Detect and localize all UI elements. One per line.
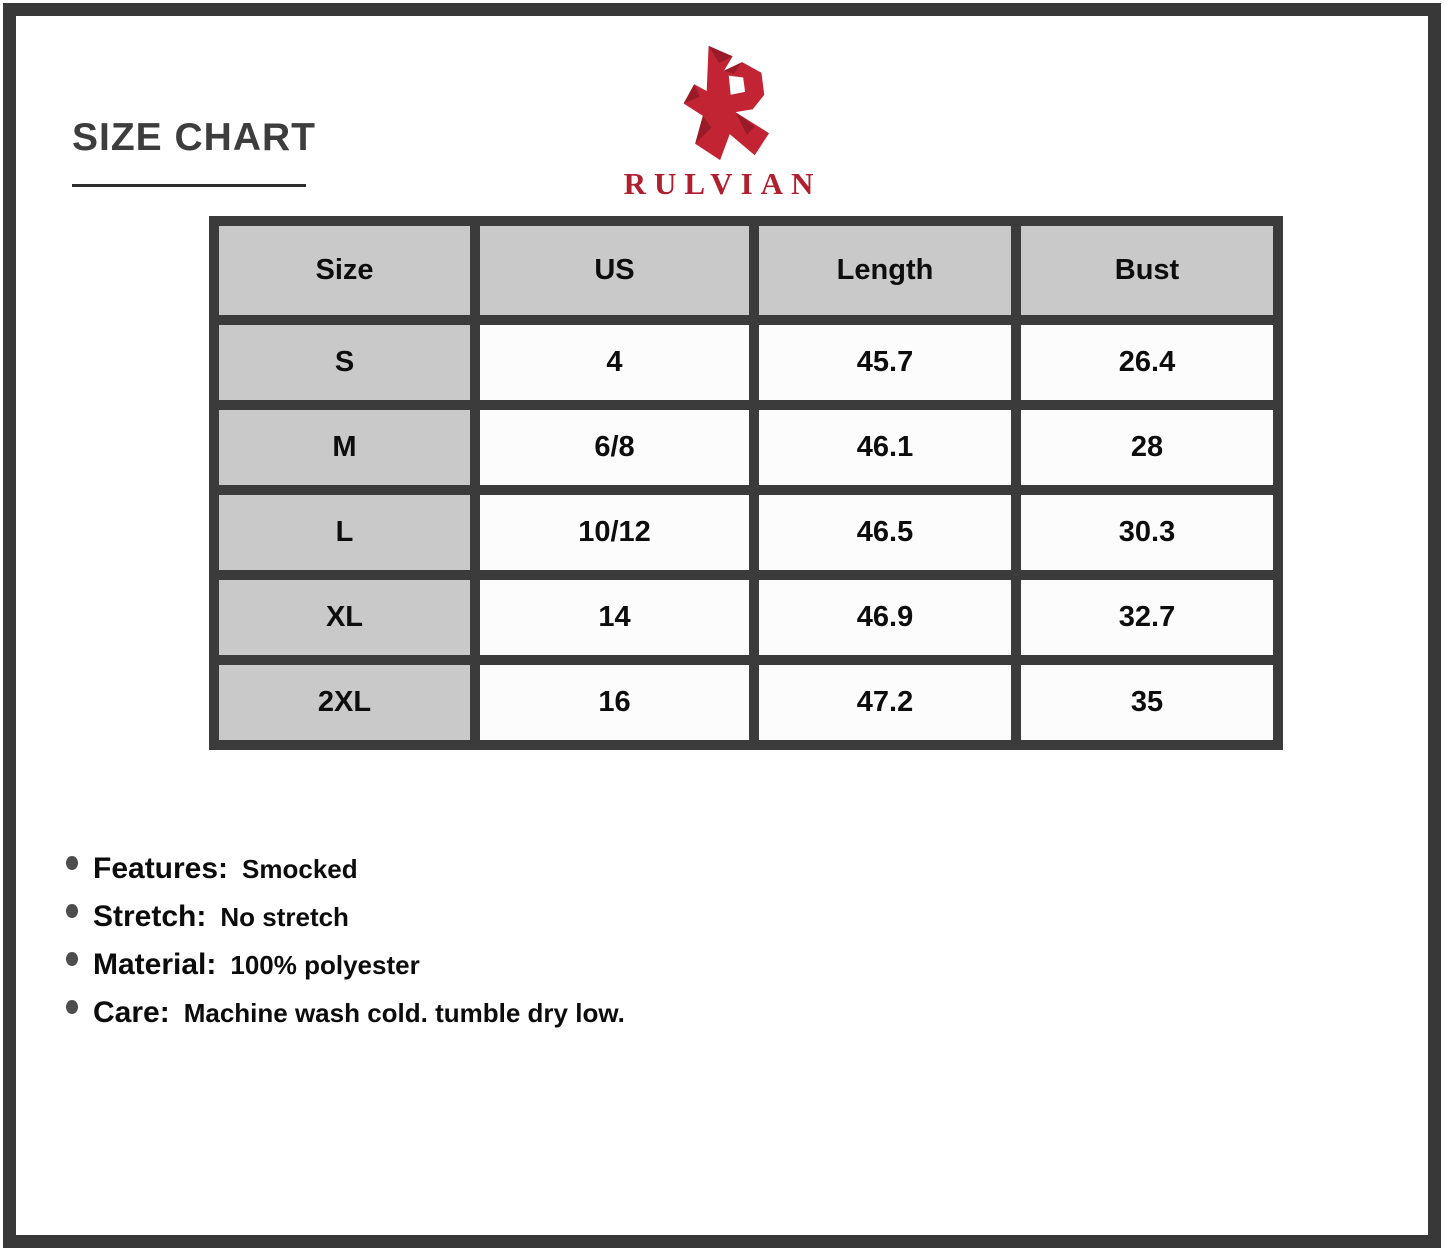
size-cell: XL [214, 575, 475, 660]
table-row-s [214, 320, 1278, 405]
detail-item-material [66, 941, 625, 989]
detail-value: No stretch [220, 901, 349, 932]
detail-value: Machine wash cold. tumble dry low. [183, 997, 625, 1028]
table-cell: 35 [1016, 660, 1278, 745]
logo-r-main-shape [683, 46, 768, 160]
table-row-xl [214, 575, 1278, 660]
table-row-2xl [214, 660, 1278, 745]
brand-logo [553, 42, 893, 202]
table-cell: 6/8 [475, 405, 754, 490]
size-table [209, 216, 1283, 750]
bullet-icon [66, 952, 78, 966]
detail-label: Stretch: [93, 900, 207, 933]
table-row-m [214, 405, 1278, 490]
size-cell: M [214, 405, 475, 490]
table-cell: 28 [1016, 405, 1278, 490]
bullet-icon [66, 904, 78, 918]
table-cell: 46.1 [754, 405, 1016, 490]
column-header-length: Length [754, 221, 1016, 320]
detail-label: Features: [93, 852, 229, 885]
size-cell: 2XL [214, 660, 475, 745]
table-header-row [214, 221, 1278, 320]
detail-item-care [66, 989, 625, 1037]
table-cell: 46.5 [754, 490, 1016, 575]
brand-logo-r-icon [669, 42, 777, 162]
brand-name: RULVIAN [623, 166, 822, 201]
bullet-icon [66, 1000, 78, 1014]
table-row-l [214, 490, 1278, 575]
column-header-size: Size [214, 221, 475, 320]
detail-item-stretch [66, 893, 625, 941]
table-cell: 16 [475, 660, 754, 745]
table-cell: 46.9 [754, 575, 1016, 660]
detail-value: Smocked [242, 853, 358, 884]
size-cell: S [214, 320, 475, 405]
table-cell: 45.7 [754, 320, 1016, 405]
table-cell: 32.7 [1016, 575, 1278, 660]
product-details-list [66, 845, 625, 1037]
column-header-us: US [475, 221, 754, 320]
detail-label: Care: [93, 996, 170, 1029]
table-cell: 10/12 [475, 490, 754, 575]
detail-item-features [66, 845, 625, 893]
column-header-bust: Bust [1016, 221, 1278, 320]
detail-value: 100% polyester [230, 949, 420, 980]
table-cell: 4 [475, 320, 754, 405]
table-cell: 14 [475, 575, 754, 660]
title-underline [72, 184, 306, 187]
table-cell: 26.4 [1016, 320, 1278, 405]
table-cell: 30.3 [1016, 490, 1278, 575]
detail-label: Material: [93, 948, 217, 981]
page-title: SIZE CHART [72, 116, 316, 159]
bullet-icon [66, 856, 78, 870]
size-cell: L [214, 490, 475, 575]
table-cell: 47.2 [754, 660, 1016, 745]
